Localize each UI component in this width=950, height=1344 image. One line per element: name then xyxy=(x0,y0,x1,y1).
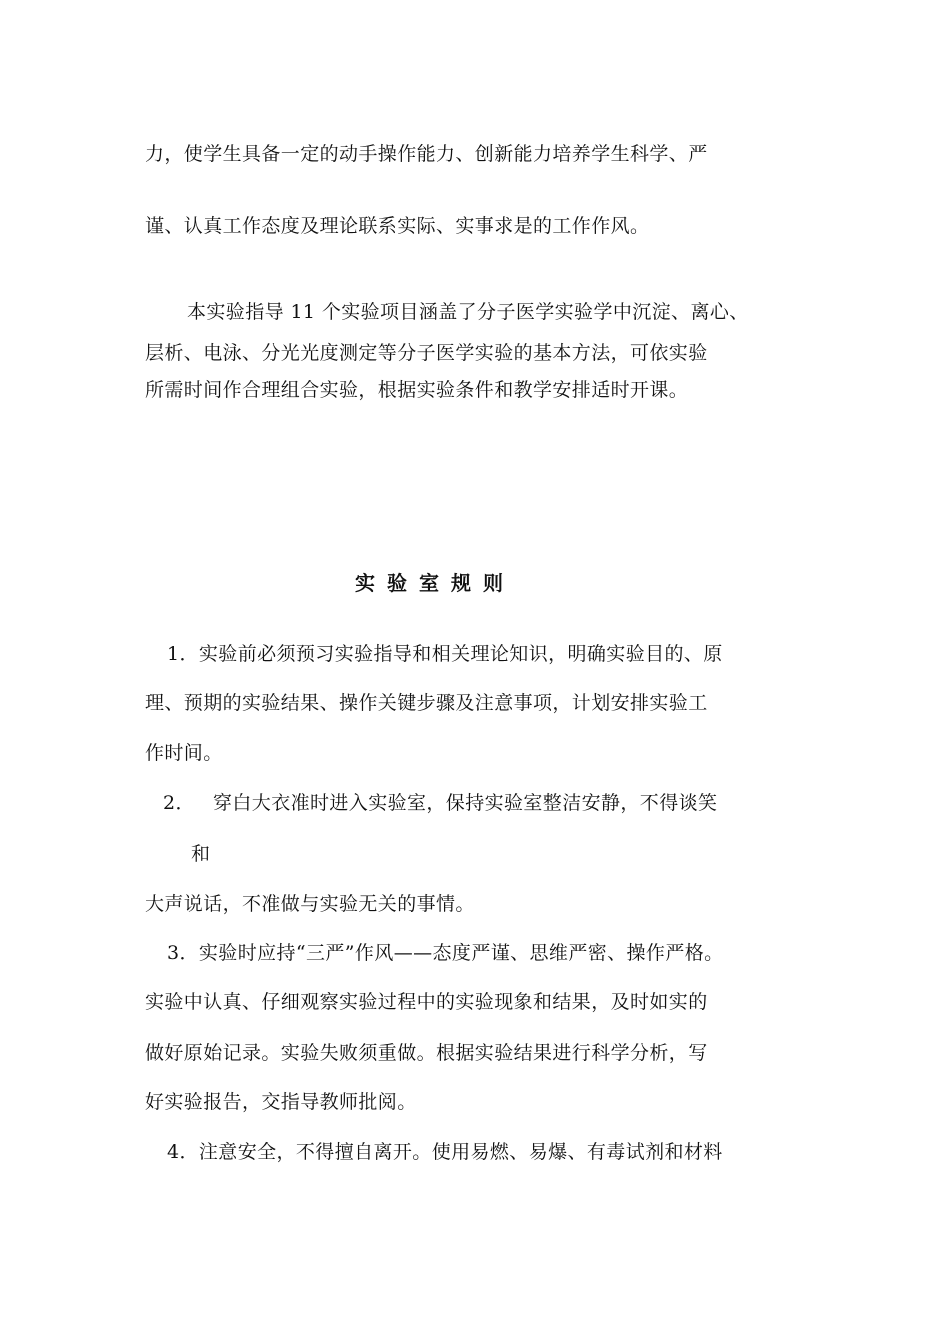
rule-2-line-1: 穿白大衣准时进入实验室，保持实验室整洁安静，不得谈笑 xyxy=(213,792,718,814)
rule-1-line-3: 作时间。 xyxy=(145,742,223,764)
rule-3-line-2: 实验中认真、仔细观察实验过程中的实验现象和结果，及时如实的 xyxy=(145,991,708,1013)
rule-1-line-1: 1．实验前必须预习实验指导和相关理论知识，明确实验目的、原 xyxy=(167,643,723,665)
rule-2-number: 2． xyxy=(163,792,195,814)
intro-line-2: 谨、认真工作态度及理论联系实际、实事求是的工作作风。 xyxy=(145,215,650,237)
intro-para2-line-1: 本实验指导 11 个实验项目涵盖了分子医学实验学中沉淀、离心、 xyxy=(187,301,749,323)
rule-2-line-3: 大声说话，不准做与实验无关的事情。 xyxy=(145,893,475,915)
rule-2-line-2: 和 xyxy=(191,843,211,865)
intro-para2-line-2: 层析、电泳、分光光度测定等分子医学实验的基本方法，可依实验 xyxy=(145,342,708,364)
section-title: 实验室规则 xyxy=(355,571,515,595)
rule-1-line-2: 理、预期的实验结果、操作关键步骤及注意事项，计划安排实验工 xyxy=(145,692,708,714)
intro-para2-line-3: 所需时间作合理组合实验，根据实验条件和教学安排适时开课。 xyxy=(145,379,689,401)
rule-3-line-1: 3．实验时应持“三严”作风——态度严谨、思维严密、操作严格。 xyxy=(167,942,724,964)
rule-4-line-1: 4．注意安全，不得擅自离开。使用易燃、易爆、有毒试剂和材料 xyxy=(167,1141,723,1163)
rule-3-line-3: 做好原始记录。实验失败须重做。根据实验结果进行科学分析，写 xyxy=(145,1042,708,1064)
intro-line-1: 力，使学生具备一定的动手操作能力、创新能力培养学生科学、严 xyxy=(145,143,708,165)
rule-3-line-4: 好实验报告，交指导教师批阅。 xyxy=(145,1091,417,1113)
